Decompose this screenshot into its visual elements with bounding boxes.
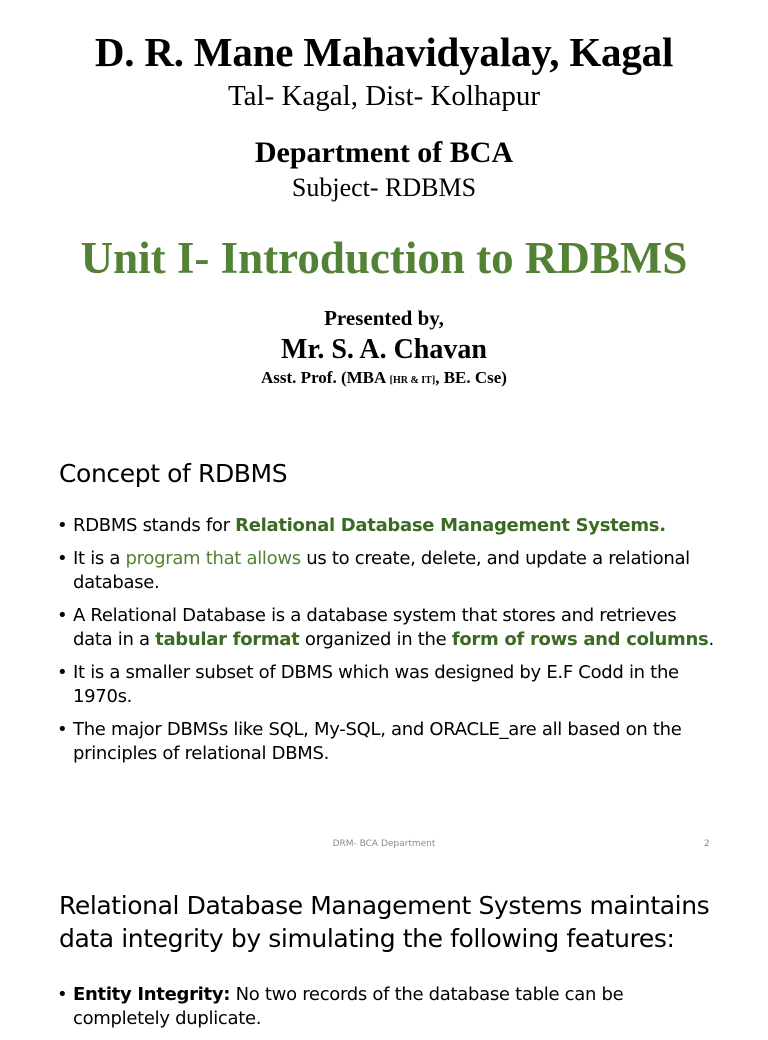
college-location: Tal- Kagal, Dist- Kolhapur xyxy=(227,80,541,112)
bullet-item xyxy=(57,661,717,709)
department-name: Department of BCA xyxy=(254,136,514,169)
designation-specialization: [HR & IT] xyxy=(389,375,436,386)
bullet-text: No two records of the database table can be completely duplicate. xyxy=(73,984,624,1029)
bullet-text: It is a xyxy=(73,548,126,569)
concept-bullet-list xyxy=(57,514,717,775)
bullet-text: organized in the xyxy=(299,629,452,650)
presenter-name: Mr. S. A. Chavan xyxy=(281,334,487,365)
bullet-item xyxy=(57,718,717,766)
concept-heading: Concept of RDBMS xyxy=(59,459,288,488)
bullet-highlight: form of rows and columns xyxy=(451,629,709,650)
bullet-highlight: tabular format xyxy=(155,629,300,650)
bullet-highlight: program that allows xyxy=(125,548,301,569)
designation-suffix: , BE. Cse) xyxy=(435,368,507,387)
features-heading: Relational Database Management Systems maintains data integrity by simulating the following features: xyxy=(59,891,710,953)
subject-name: Subject- RDBMS xyxy=(291,173,477,202)
slide-footer: DRM- BCA Department xyxy=(332,839,436,849)
bullet-text: RDBMS stands for xyxy=(73,515,236,536)
bullet-item xyxy=(57,514,717,538)
page-number: 2 xyxy=(704,839,710,849)
designation-degree: MBA xyxy=(346,368,390,387)
designation-prefix: Asst. Prof. ( xyxy=(261,368,347,387)
college-name: D. R. Mane Mahavidyalay, Kagal xyxy=(94,29,674,75)
bullet-text: It is a smaller subset of DBMS which was designed by E.F Codd in the 1970s. xyxy=(73,662,679,707)
bullet-text: A Relational Database is a database system that stores and retrieves data in a xyxy=(73,605,677,650)
bullet-item xyxy=(57,547,717,595)
bullet-text: The major DBMSs like SQL, My-SQL, and ORACLE_are all based on the principles of relational DBMS. xyxy=(73,719,682,764)
bullet-text: us to create, delete, and update a relational database. xyxy=(73,548,690,593)
bullet-term: Entity Integrity: xyxy=(73,984,231,1005)
bullet-text: . xyxy=(708,629,714,650)
bullet-highlight: Relational Database Management Systems. xyxy=(235,515,666,536)
presenter-designation xyxy=(0,368,768,388)
bullet-item xyxy=(57,604,717,652)
unit-title: Unit I- Introduction to RDBMS xyxy=(80,233,688,283)
presented-by-label: Presented by, xyxy=(324,306,444,330)
features-bullet-list xyxy=(57,983,717,1040)
